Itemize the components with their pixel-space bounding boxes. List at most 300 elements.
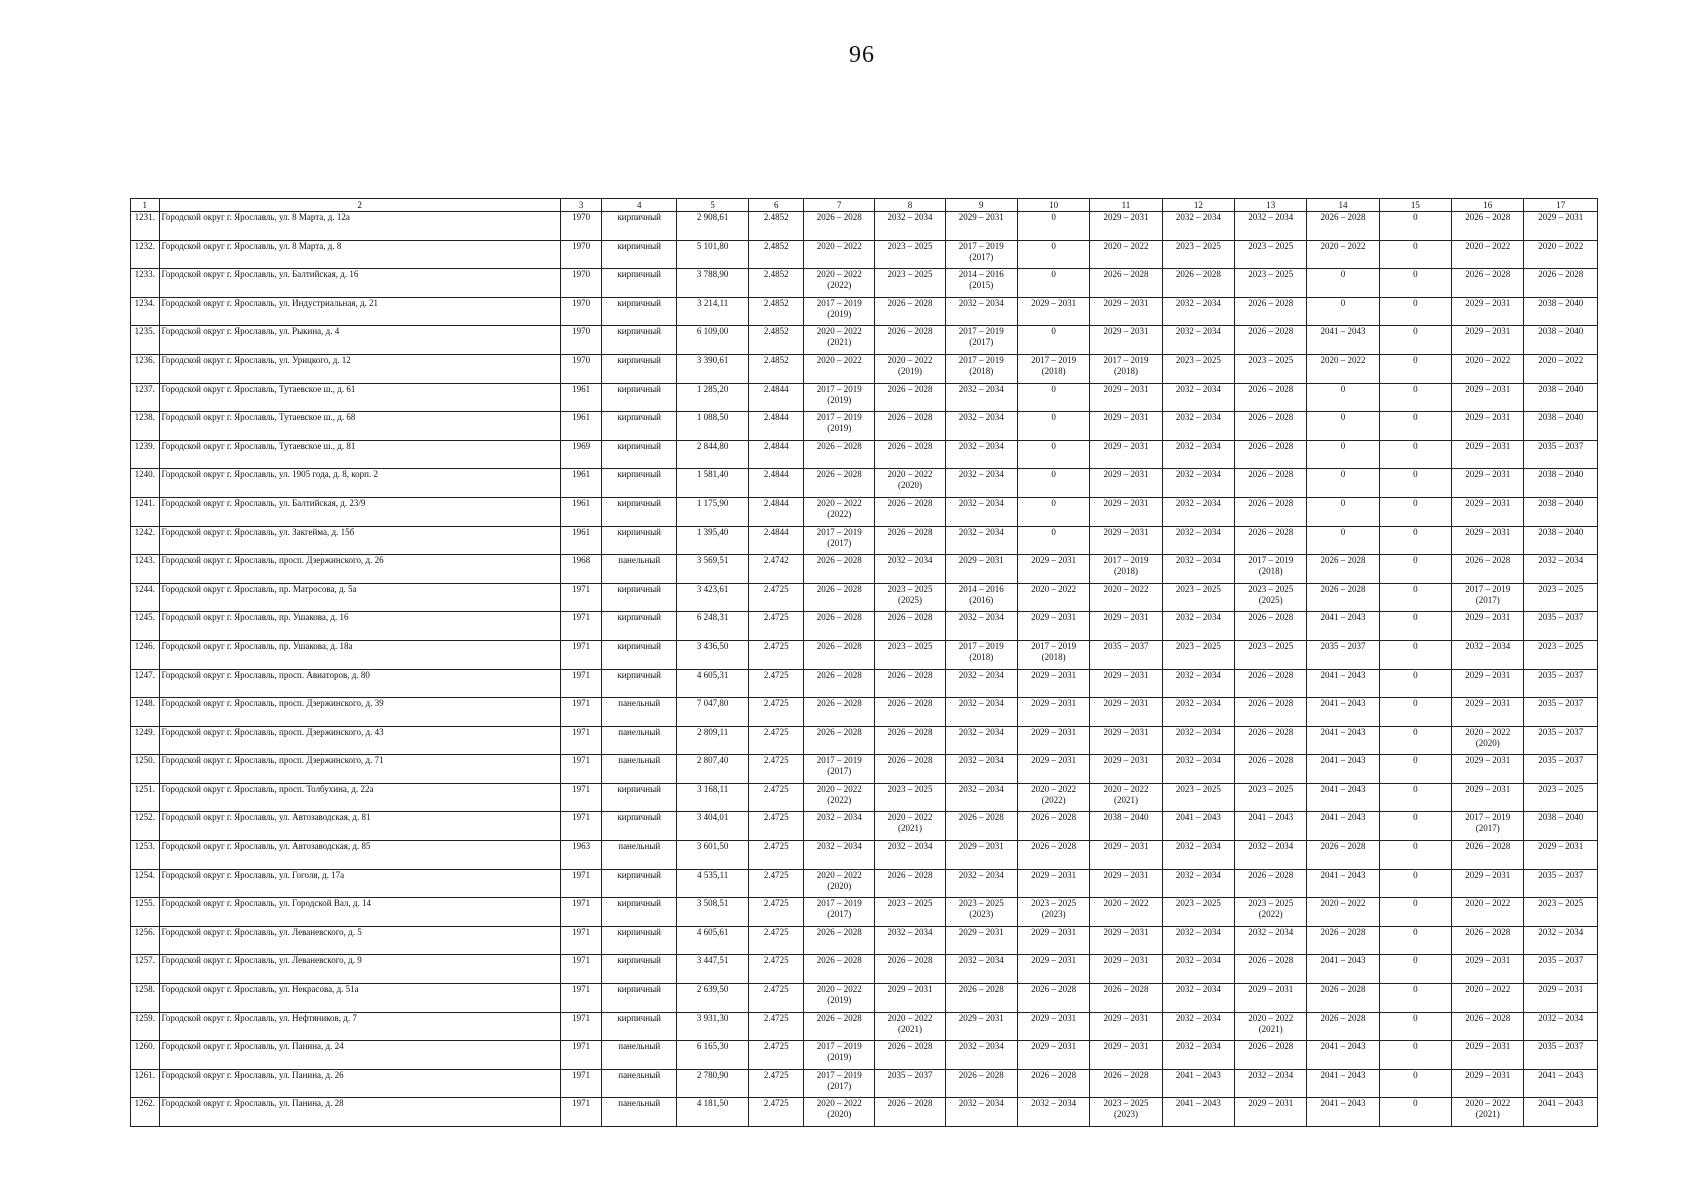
table-cell: кирпичный bbox=[602, 469, 677, 498]
table-cell: 2026 – 2028 bbox=[804, 726, 875, 755]
table-cell: 0 bbox=[1379, 212, 1451, 241]
table-cell: 2029 – 2031 bbox=[945, 841, 1017, 870]
table-cell: 2020 – 2022 bbox=[804, 354, 875, 383]
table-row bbox=[131, 269, 1598, 298]
table-cell: 2029 – 2031 bbox=[1090, 412, 1162, 441]
column-header-17: 17 bbox=[1524, 199, 1598, 212]
table-cell: 3 788,90 bbox=[676, 269, 748, 298]
table-cell: 2032 – 2034 bbox=[945, 412, 1017, 441]
table-cell: 2029 – 2031 bbox=[1017, 1012, 1089, 1041]
table-cell: 2026 – 2028 bbox=[1090, 984, 1162, 1013]
table-cell: 2020 – 2022 (2021) bbox=[1235, 1012, 1307, 1041]
table-cell: 0 bbox=[1379, 1041, 1451, 1070]
table-cell: 2032 – 2034 bbox=[1162, 955, 1234, 984]
table-cell: 2032 – 2034 bbox=[945, 469, 1017, 498]
table-cell: 0 bbox=[1017, 440, 1089, 469]
table-cell: 2026 – 2028 bbox=[1452, 212, 1524, 241]
column-header-11: 11 bbox=[1090, 199, 1162, 212]
table-cell: 2026 – 2028 bbox=[1307, 841, 1379, 870]
table-cell: 2029 – 2031 bbox=[1090, 1041, 1162, 1070]
table-cell: панельный bbox=[602, 755, 677, 784]
table-cell: 2032 – 2034 bbox=[945, 526, 1017, 555]
table-cell: 2020 – 2022 (2020) bbox=[875, 469, 945, 498]
table-cell: 0 bbox=[1379, 354, 1451, 383]
table-cell: 2041 – 2043 bbox=[1307, 755, 1379, 784]
table-cell: 2026 – 2028 bbox=[1235, 497, 1307, 526]
table-cell: 2.4725 bbox=[749, 698, 804, 727]
table-cell: 2023 – 2025 bbox=[1162, 783, 1234, 812]
table-cell: 2020 – 2022 (2021) bbox=[1452, 1098, 1524, 1127]
table-cell: 0 bbox=[1017, 212, 1089, 241]
table-cell: 2026 – 2028 bbox=[875, 612, 945, 641]
table-cell: 2.4844 bbox=[749, 412, 804, 441]
table-cell: 2029 – 2031 bbox=[1090, 612, 1162, 641]
table-cell: 2029 – 2031 bbox=[1090, 326, 1162, 355]
table-cell: 2020 – 2022 (2021) bbox=[804, 326, 875, 355]
table-cell: 2029 – 2031 bbox=[1235, 1098, 1307, 1127]
table-cell: 2032 – 2034 bbox=[945, 698, 1017, 727]
table-cell: 2026 – 2028 bbox=[1235, 726, 1307, 755]
table-cell: 2.4725 bbox=[749, 926, 804, 955]
table-cell: 3 436,50 bbox=[676, 640, 748, 669]
table-cell: 1 285,20 bbox=[676, 383, 748, 412]
row-number: 1246. bbox=[131, 640, 160, 669]
table-cell: 2026 – 2028 bbox=[1452, 926, 1524, 955]
table-cell: 2029 – 2031 bbox=[1452, 755, 1524, 784]
table-cell: 2029 – 2031 bbox=[1452, 783, 1524, 812]
table-body bbox=[131, 212, 1598, 1127]
table-cell: 2.4844 bbox=[749, 383, 804, 412]
table-cell: 2032 – 2034 bbox=[875, 926, 945, 955]
table-cell: 2020 – 2022 bbox=[1307, 354, 1379, 383]
table-cell: 1971 bbox=[560, 1069, 602, 1098]
column-header-8: 8 bbox=[875, 199, 945, 212]
table-cell: 2032 – 2034 bbox=[1162, 841, 1234, 870]
table-cell: 2032 – 2034 bbox=[945, 755, 1017, 784]
table-cell: 0 bbox=[1379, 640, 1451, 669]
table-cell: 2014 – 2016 (2015) bbox=[945, 269, 1017, 298]
table-cell: 2038 – 2040 bbox=[1524, 812, 1598, 841]
table-cell: 0 bbox=[1379, 269, 1451, 298]
table-cell: 2032 – 2034 bbox=[945, 440, 1017, 469]
table-cell: 0 bbox=[1379, 783, 1451, 812]
table-cell: 1970 bbox=[560, 212, 602, 241]
address-cell: Городской округ г. Ярославль, просп. Толбухина, д. 22а bbox=[159, 783, 560, 812]
table-cell: 2.4844 bbox=[749, 440, 804, 469]
row-number: 1239. bbox=[131, 440, 160, 469]
page-number: 96 bbox=[849, 42, 875, 68]
table-row bbox=[131, 212, 1598, 241]
table-cell: кирпичный bbox=[602, 869, 677, 898]
table-cell: 2023 – 2025 bbox=[1162, 240, 1234, 269]
table-cell: 2020 – 2022 (2021) bbox=[875, 1012, 945, 1041]
table-cell: панельный bbox=[602, 841, 677, 870]
table-cell: 2026 – 2028 bbox=[1235, 669, 1307, 698]
address-cell: Городской округ г. Ярославль, просп. Авиаторов, д. 80 bbox=[159, 669, 560, 698]
table-cell: кирпичный bbox=[602, 898, 677, 927]
table-cell: 2029 – 2031 bbox=[1090, 526, 1162, 555]
table-cell: 2029 – 2031 bbox=[1452, 869, 1524, 898]
row-number: 1232. bbox=[131, 240, 160, 269]
table-cell: 2032 – 2034 bbox=[1452, 640, 1524, 669]
address-cell: Городской округ г. Ярославль, просп. Дзержинского, д. 43 bbox=[159, 726, 560, 755]
table-cell: 2023 – 2025 bbox=[1235, 354, 1307, 383]
table-cell: 1971 bbox=[560, 583, 602, 612]
table-cell: 2026 – 2028 bbox=[875, 383, 945, 412]
table-cell: 0 bbox=[1379, 869, 1451, 898]
table-cell: 0 bbox=[1379, 555, 1451, 584]
table-cell: 2029 – 2031 bbox=[1090, 698, 1162, 727]
table-cell: 2029 – 2031 bbox=[1090, 926, 1162, 955]
table-cell: 2 807,40 bbox=[676, 755, 748, 784]
table-cell: 2032 – 2034 bbox=[1162, 755, 1234, 784]
table-row bbox=[131, 1098, 1598, 1127]
table-cell: 1961 bbox=[560, 497, 602, 526]
table-cell: 2029 – 2031 bbox=[945, 212, 1017, 241]
table-cell: 2026 – 2028 bbox=[875, 755, 945, 784]
table-cell: кирпичный bbox=[602, 926, 677, 955]
table-cell: 2026 – 2028 bbox=[875, 297, 945, 326]
table-cell: 2020 – 2022 bbox=[804, 240, 875, 269]
table-cell: панельный bbox=[602, 1069, 677, 1098]
table-cell: кирпичный bbox=[602, 297, 677, 326]
address-cell: Городской округ г. Ярославль, ул. Балтийская, д. 23/9 bbox=[159, 497, 560, 526]
table-cell: 2026 – 2028 bbox=[1017, 812, 1089, 841]
table-cell: 2029 – 2031 bbox=[1452, 698, 1524, 727]
table-cell: 2026 – 2028 bbox=[1017, 984, 1089, 1013]
row-number: 1236. bbox=[131, 354, 160, 383]
table-cell: 0 bbox=[1379, 1098, 1451, 1127]
table-row bbox=[131, 297, 1598, 326]
table-cell: 2032 – 2034 bbox=[1162, 297, 1234, 326]
table-cell: 2017 – 2019 (2017) bbox=[1452, 583, 1524, 612]
table-cell: 2032 – 2034 bbox=[1162, 469, 1234, 498]
table-row bbox=[131, 869, 1598, 898]
table-cell: 2017 – 2019 (2019) bbox=[804, 383, 875, 412]
table-cell: 1971 bbox=[560, 812, 602, 841]
table-cell: 2026 – 2028 bbox=[1235, 869, 1307, 898]
column-header-10: 10 bbox=[1017, 199, 1089, 212]
table-cell: 2017 – 2019 (2018) bbox=[1090, 354, 1162, 383]
table-cell: 2041 – 2043 bbox=[1307, 955, 1379, 984]
table-cell: 2026 – 2028 bbox=[945, 1069, 1017, 1098]
table-cell: 2026 – 2028 bbox=[875, 1098, 945, 1127]
table-cell: 2035 – 2037 bbox=[1307, 640, 1379, 669]
table-cell: 1971 bbox=[560, 726, 602, 755]
table-row bbox=[131, 469, 1598, 498]
table-cell: 0 bbox=[1379, 440, 1451, 469]
table-cell: 2029 – 2031 bbox=[1017, 955, 1089, 984]
row-number: 1259. bbox=[131, 1012, 160, 1041]
table-cell: 0 bbox=[1379, 841, 1451, 870]
table-cell: 2029 – 2031 bbox=[1452, 326, 1524, 355]
table-cell: 2029 – 2031 bbox=[1017, 698, 1089, 727]
table-cell: 2.4844 bbox=[749, 469, 804, 498]
row-number: 1245. bbox=[131, 612, 160, 641]
table-cell: 2020 – 2022 bbox=[1090, 898, 1162, 927]
table-cell: 2029 – 2031 bbox=[1452, 497, 1524, 526]
table-cell: 2017 – 2019 (2018) bbox=[945, 354, 1017, 383]
table-row bbox=[131, 412, 1598, 441]
row-number: 1251. bbox=[131, 783, 160, 812]
housing-register-table bbox=[130, 198, 1598, 1127]
row-number: 1260. bbox=[131, 1041, 160, 1070]
address-cell: Городской округ г. Ярославль, ул. Рыкина, д. 4 bbox=[159, 326, 560, 355]
table-cell: 5 101,80 bbox=[676, 240, 748, 269]
table-cell: 0 bbox=[1307, 440, 1379, 469]
column-header-12: 12 bbox=[1162, 199, 1234, 212]
table-cell: 2032 – 2034 bbox=[1235, 1069, 1307, 1098]
table-cell: 2023 – 2025 (2025) bbox=[1235, 583, 1307, 612]
table-cell: 2032 – 2034 bbox=[1524, 1012, 1598, 1041]
table-cell: 2026 – 2028 bbox=[1017, 841, 1089, 870]
table-cell: 1971 bbox=[560, 640, 602, 669]
table-cell: 2026 – 2028 bbox=[1235, 955, 1307, 984]
column-header-4: 4 bbox=[602, 199, 677, 212]
table-cell: 2026 – 2028 bbox=[804, 583, 875, 612]
address-cell: Городской округ г. Ярославль, Тутаевское ш., д. 68 bbox=[159, 412, 560, 441]
table-cell: 2 908,61 bbox=[676, 212, 748, 241]
table-cell: 2017 – 2019 (2018) bbox=[1017, 354, 1089, 383]
table-cell: 2026 – 2028 bbox=[1235, 412, 1307, 441]
table-cell: 2029 – 2031 bbox=[1090, 497, 1162, 526]
row-number: 1244. bbox=[131, 583, 160, 612]
address-cell: Городской округ г. Ярославль, ул. Закгейма, д. 15б bbox=[159, 526, 560, 555]
table-cell: 2023 – 2025 bbox=[1162, 640, 1234, 669]
row-number: 1256. bbox=[131, 926, 160, 955]
table-cell: 2041 – 2043 bbox=[1307, 1098, 1379, 1127]
table-cell: 2.4725 bbox=[749, 1098, 804, 1127]
table-cell: 2029 – 2031 bbox=[1452, 612, 1524, 641]
table-cell: 2035 – 2037 bbox=[1524, 755, 1598, 784]
table-cell: 0 bbox=[1017, 269, 1089, 298]
table-cell: 2023 – 2025 bbox=[875, 640, 945, 669]
table-cell: 2017 – 2019 (2017) bbox=[804, 1069, 875, 1098]
row-number: 1258. bbox=[131, 984, 160, 1013]
table-cell: 2038 – 2040 bbox=[1524, 383, 1598, 412]
table-cell: 2032 – 2034 bbox=[1162, 726, 1234, 755]
table-cell: 2014 – 2016 (2016) bbox=[945, 583, 1017, 612]
table-cell: 2032 – 2034 bbox=[1162, 612, 1234, 641]
table-row bbox=[131, 440, 1598, 469]
table-cell: 2032 – 2034 bbox=[804, 812, 875, 841]
table-cell: 2032 – 2034 bbox=[945, 612, 1017, 641]
table-row bbox=[131, 383, 1598, 412]
table-cell: 2029 – 2031 bbox=[945, 555, 1017, 584]
table-cell: 1 088,50 bbox=[676, 412, 748, 441]
table-cell: 2041 – 2043 bbox=[1307, 698, 1379, 727]
address-cell: Городской округ г. Ярославль, пр. Ушакова, д. 16 bbox=[159, 612, 560, 641]
table-cell: кирпичный bbox=[602, 984, 677, 1013]
table-cell: 2032 – 2034 bbox=[945, 383, 1017, 412]
table-cell: 2032 – 2034 bbox=[945, 869, 1017, 898]
table-cell: 2017 – 2019 (2018) bbox=[1017, 640, 1089, 669]
table-cell: 2041 – 2043 bbox=[1307, 726, 1379, 755]
table-cell: 2029 – 2031 bbox=[1452, 669, 1524, 698]
table-cell: кирпичный bbox=[602, 212, 677, 241]
table-cell: 2.4725 bbox=[749, 869, 804, 898]
address-cell: Городской округ г. Ярославль, ул. Леваневского, д. 9 bbox=[159, 955, 560, 984]
table-cell: 1961 bbox=[560, 412, 602, 441]
table-cell: панельный bbox=[602, 1041, 677, 1070]
table-cell: 1970 bbox=[560, 354, 602, 383]
table-cell: 2026 – 2028 bbox=[875, 955, 945, 984]
table-cell: 2020 – 2022 bbox=[1017, 583, 1089, 612]
table-cell: 1970 bbox=[560, 269, 602, 298]
table-cell: 2029 – 2031 bbox=[1017, 1041, 1089, 1070]
table-cell: 6 109,00 bbox=[676, 326, 748, 355]
table-cell: 2.4852 bbox=[749, 269, 804, 298]
table-cell: 2.4742 bbox=[749, 555, 804, 584]
table-cell: 2032 – 2034 bbox=[875, 555, 945, 584]
table-cell: 0 bbox=[1017, 526, 1089, 555]
table-cell: 2041 – 2043 bbox=[1307, 1069, 1379, 1098]
table-row bbox=[131, 783, 1598, 812]
table-row bbox=[131, 841, 1598, 870]
table-cell: 2026 – 2028 bbox=[1235, 469, 1307, 498]
table-cell: 2029 – 2031 bbox=[1452, 526, 1524, 555]
row-number: 1255. bbox=[131, 898, 160, 927]
table-cell: 2029 – 2031 bbox=[1017, 926, 1089, 955]
row-number: 1243. bbox=[131, 555, 160, 584]
table-cell: 1971 bbox=[560, 612, 602, 641]
table-cell: 2020 – 2022 bbox=[1452, 240, 1524, 269]
table-cell: 1961 bbox=[560, 383, 602, 412]
table-cell: 0 bbox=[1017, 326, 1089, 355]
table-cell: 2026 – 2028 bbox=[1235, 755, 1307, 784]
address-cell: Городской округ г. Ярославль, ул. Леваневского, д. 5 bbox=[159, 926, 560, 955]
row-number: 1254. bbox=[131, 869, 160, 898]
table-cell: 2020 – 2022 bbox=[1090, 583, 1162, 612]
table-cell: 2020 – 2022 (2019) bbox=[875, 354, 945, 383]
table-cell: 2 809,11 bbox=[676, 726, 748, 755]
table-cell: 3 569,51 bbox=[676, 555, 748, 584]
table-cell: 2017 – 2019 (2018) bbox=[945, 640, 1017, 669]
table-cell: 1 395,40 bbox=[676, 526, 748, 555]
table-cell: 2032 – 2034 bbox=[945, 297, 1017, 326]
row-number: 1231. bbox=[131, 212, 160, 241]
table-cell: 2029 – 2031 bbox=[1090, 440, 1162, 469]
row-number: 1262. bbox=[131, 1098, 160, 1127]
table-cell: 2023 – 2025 bbox=[1524, 640, 1598, 669]
table-cell: 2035 – 2037 bbox=[1524, 1041, 1598, 1070]
row-number: 1248. bbox=[131, 698, 160, 727]
table-cell: кирпичный bbox=[602, 412, 677, 441]
table-cell: кирпичный bbox=[602, 354, 677, 383]
table-cell: 2026 – 2028 bbox=[875, 497, 945, 526]
column-header-3: 3 bbox=[560, 199, 602, 212]
column-header-16: 16 bbox=[1452, 199, 1524, 212]
table-cell: 2 639,50 bbox=[676, 984, 748, 1013]
table-cell: 0 bbox=[1379, 726, 1451, 755]
table-cell: 2029 – 2031 bbox=[1090, 955, 1162, 984]
table-cell: 0 bbox=[1379, 898, 1451, 927]
table-cell: 2026 – 2028 bbox=[875, 669, 945, 698]
table-cell: 2032 – 2034 bbox=[1162, 526, 1234, 555]
table-cell: 0 bbox=[1307, 297, 1379, 326]
table-cell: 2026 – 2028 bbox=[875, 440, 945, 469]
table-cell: кирпичный bbox=[602, 640, 677, 669]
table-cell: 2026 – 2028 bbox=[804, 926, 875, 955]
table-cell: 2035 – 2037 bbox=[875, 1069, 945, 1098]
table-cell: 2023 – 2025 bbox=[875, 269, 945, 298]
address-cell: Городской округ г. Ярославль, ул. Гоголя, д. 17а bbox=[159, 869, 560, 898]
address-cell: Городской округ г. Ярославль, ул. Урицкого, д. 12 bbox=[159, 354, 560, 383]
table-cell: 2020 – 2022 bbox=[1307, 240, 1379, 269]
table-cell: 2032 – 2034 bbox=[804, 841, 875, 870]
table-cell: 2029 – 2031 bbox=[1524, 841, 1598, 870]
table-cell: 2029 – 2031 bbox=[875, 984, 945, 1013]
table-cell: 2017 – 2019 (2017) bbox=[1452, 812, 1524, 841]
table-cell: 1 581,40 bbox=[676, 469, 748, 498]
column-header-5: 5 bbox=[676, 199, 748, 212]
table-cell: 2026 – 2028 bbox=[1524, 269, 1598, 298]
table-cell: 1961 bbox=[560, 469, 602, 498]
table-cell: 1961 bbox=[560, 526, 602, 555]
table-cell: 1 175,90 bbox=[676, 497, 748, 526]
table-cell: 2032 – 2034 bbox=[1162, 326, 1234, 355]
table-cell: 2017 – 2019 (2019) bbox=[804, 1041, 875, 1070]
table-cell: 0 bbox=[1379, 240, 1451, 269]
table-cell: кирпичный bbox=[602, 497, 677, 526]
table-row bbox=[131, 669, 1598, 698]
table-cell: 2029 – 2031 bbox=[945, 926, 1017, 955]
table-cell: 2035 – 2037 bbox=[1090, 640, 1162, 669]
table-cell: 0 bbox=[1379, 926, 1451, 955]
table-cell: 2.4725 bbox=[749, 669, 804, 698]
table-cell: 2023 – 2025 bbox=[1162, 354, 1234, 383]
table-cell: 2038 – 2040 bbox=[1524, 326, 1598, 355]
table-cell: кирпичный bbox=[602, 240, 677, 269]
table-cell: кирпичный bbox=[602, 526, 677, 555]
table-cell: 2.4852 bbox=[749, 354, 804, 383]
table-cell: 2035 – 2037 bbox=[1524, 612, 1598, 641]
table-cell: 1970 bbox=[560, 240, 602, 269]
table-cell: 0 bbox=[1307, 412, 1379, 441]
table-cell: 2026 – 2028 bbox=[1307, 1012, 1379, 1041]
table-cell: 0 bbox=[1307, 269, 1379, 298]
table-cell: 0 bbox=[1307, 526, 1379, 555]
table-cell: 2032 – 2034 bbox=[945, 1098, 1017, 1127]
table-cell: 2035 – 2037 bbox=[1524, 726, 1598, 755]
table-row bbox=[131, 583, 1598, 612]
table-row bbox=[131, 555, 1598, 584]
table-cell: 1968 bbox=[560, 555, 602, 584]
table-cell: 2.4725 bbox=[749, 612, 804, 641]
table-cell: 2023 – 2025 (2023) bbox=[1090, 1098, 1162, 1127]
table-cell: 2035 – 2037 bbox=[1524, 955, 1598, 984]
table-cell: 2038 – 2040 bbox=[1524, 469, 1598, 498]
table-cell: 2026 – 2028 bbox=[1452, 1012, 1524, 1041]
table-cell: 2032 – 2034 bbox=[875, 841, 945, 870]
table-cell: 2.4844 bbox=[749, 526, 804, 555]
table-row bbox=[131, 984, 1598, 1013]
table-cell: 2020 – 2022 (2021) bbox=[1090, 783, 1162, 812]
table-cell: 0 bbox=[1017, 240, 1089, 269]
table-cell: 2026 – 2028 bbox=[945, 812, 1017, 841]
table-cell: 2035 – 2037 bbox=[1524, 698, 1598, 727]
table-cell: 1971 bbox=[560, 1098, 602, 1127]
address-cell: Городской округ г. Ярославль, пр. Матросова, д. 5а bbox=[159, 583, 560, 612]
table-cell: 2026 – 2028 bbox=[1235, 698, 1307, 727]
table-cell: 2026 – 2028 bbox=[875, 869, 945, 898]
table-cell: 1971 bbox=[560, 1012, 602, 1041]
table-cell: 2029 – 2031 bbox=[1017, 755, 1089, 784]
address-cell: Городской округ г. Ярославль, просп. Дзержинского, д. 26 bbox=[159, 555, 560, 584]
table-cell: 0 bbox=[1307, 497, 1379, 526]
table-cell: 0 bbox=[1379, 583, 1451, 612]
address-cell: Городской округ г. Ярославль, ул. 8 Марта, д. 8 bbox=[159, 240, 560, 269]
